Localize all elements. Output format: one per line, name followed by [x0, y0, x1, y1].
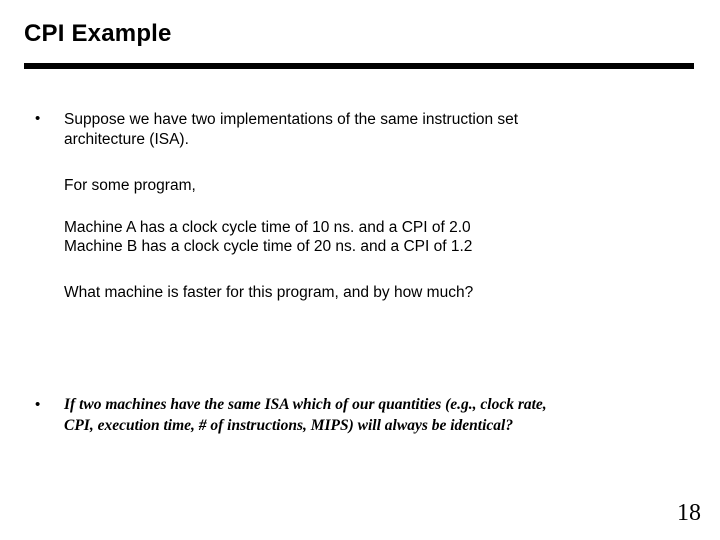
bullet1-line1: Suppose we have two implementations of the same instruction set [64, 111, 519, 128]
bullet1-line2: architecture (ISA). [64, 131, 189, 148]
title-rule [24, 63, 694, 69]
bullet-marker-1: • [35, 110, 41, 127]
bullet2-line2: CPI, execution time, # of instructions, MIPS) will always be identical? [64, 417, 514, 434]
slide-title: CPI Example [24, 20, 172, 47]
program-intro: For some program, [64, 177, 196, 194]
bullet2-line1: If two machines have the same ISA which of our quantities (e.g., clock rate, [64, 396, 547, 413]
machine-b-line: Machine B has a clock cycle time of 20 ns. and a CPI of 1.2 [64, 238, 473, 255]
question-line: What machine is faster for this program, and by how much? [64, 284, 474, 301]
page-number: 18 [677, 500, 701, 526]
bullet-marker-2: • [35, 396, 41, 413]
machine-a-line: Machine A has a clock cycle time of 10 ns. and a CPI of 2.0 [64, 219, 471, 236]
